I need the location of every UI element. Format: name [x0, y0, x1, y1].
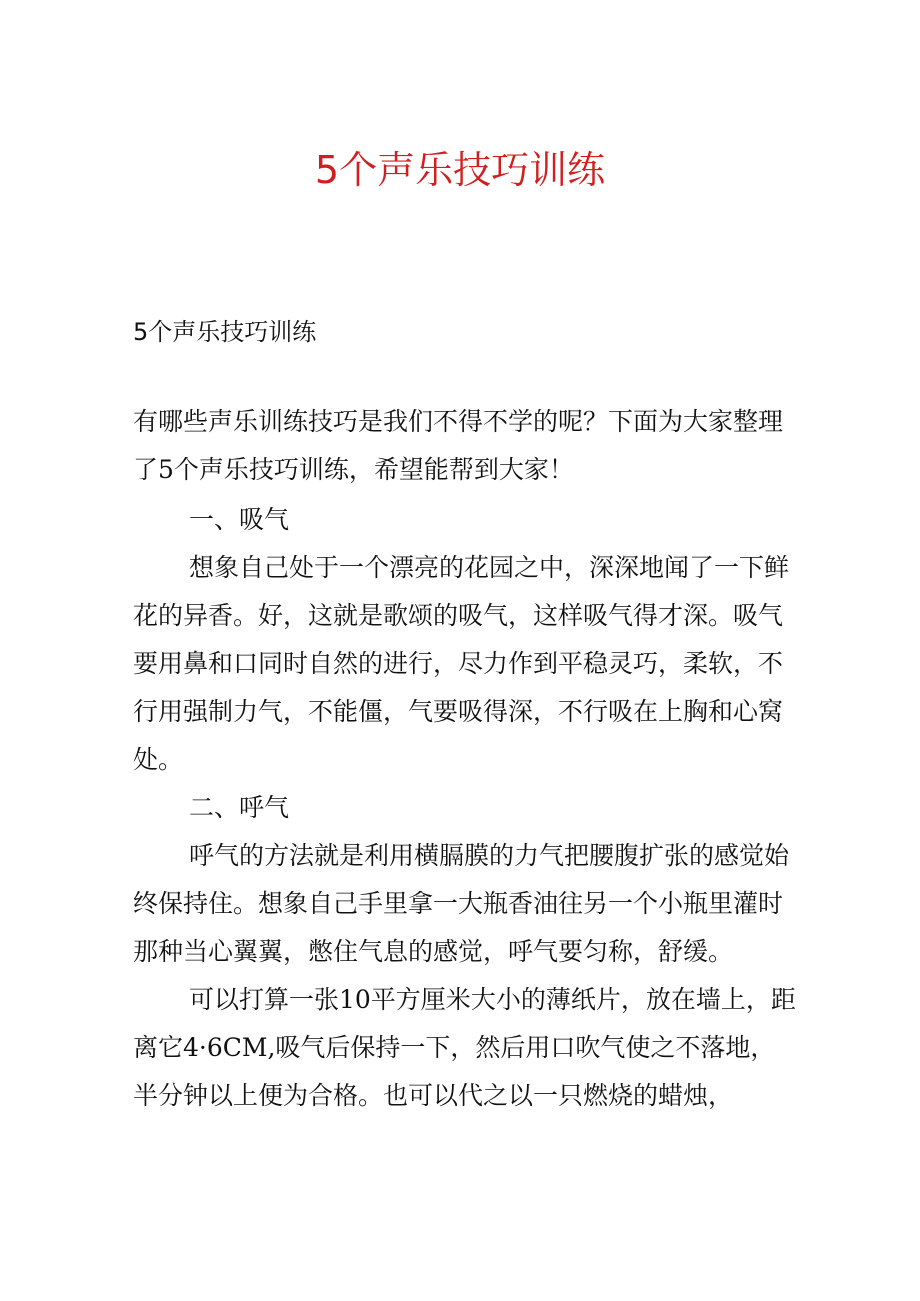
section-heading-inhale: 一、吸气 — [189, 505, 290, 534]
paragraph-paper-exercise: 可以打算一张10平方厘米大小的薄纸片，放在墙上，距离它4·6CM,吸气后保持一下，然后用口吹气使之不落地，半分钟以上便为合格。也可以代之以一只燃烧的蜡烛， — [133, 985, 796, 1110]
paragraph-exhale: 呼气的方法就是利用横膈膜的力气把腰腹扩张的感觉始终保持住。想象自己手里拿一大瓶香油往另一个小瓶里灌时那种当心翼翼，憋住气息的感觉，呼气要匀称，舒缓。 — [133, 841, 790, 966]
document-subtitle: 5个声乐技巧训练 — [133, 318, 317, 346]
paragraph-inhale: 想象自己处于一个漂亮的花园之中，深深地闻了一下鲜花的异香。好，这就是歌颂的吸气，这样吸气得才深。吸气要用鼻和口同时自然的进行，尽力作到平稳灵巧，柔软，不行用强制力气，不能僵，气要吸得深，不行吸在上胸和心窝处。 — [133, 553, 790, 774]
document-title: 5个声乐技巧训练 — [314, 148, 606, 192]
paragraph-intro: 有哪些声乐训练技巧是我们不得不学的呢？下面为大家整理了5个声乐技巧训练，希望能帮到大家！ — [133, 407, 784, 484]
section-heading-exhale: 二、呼气 — [189, 793, 290, 822]
document-body — [133, 398, 798, 1120]
